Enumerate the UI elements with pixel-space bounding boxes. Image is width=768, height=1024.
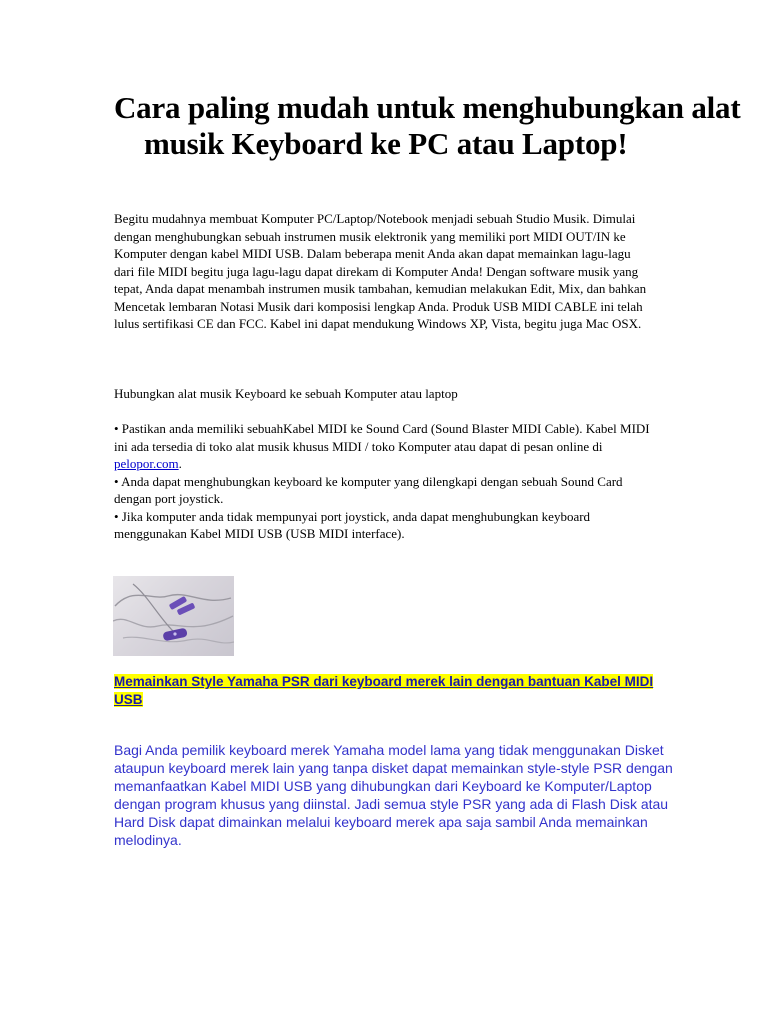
usb-midi-cable-photo — [113, 576, 234, 656]
cable-illustration — [113, 576, 234, 656]
yamaha-article-link[interactable]: Memainkan Style Yamaha PSR dari keyboard merek lain dengan bantuan Kabel MIDI USB — [114, 674, 654, 707]
bullet-item-usb: • Jika komputer anda tidak mempunyai port joystick, anda dapat menghubungkan keyboard menggunakan Kabel MIDI USB (USB MIDI interface). — [114, 508, 591, 541]
pelopor-link[interactable]: pelopor.com — [114, 456, 179, 471]
bullet-item-joystick: • Anda dapat menghubungkan keyboard ke komputer yang dilengkapi dengan sebuah Sound Card dengan port joystick. — [114, 473, 623, 506]
yamaha-description: Bagi Anda pemilik keyboard merek Yamaha model lama yang tidak menggunakan Disket ataupun keyboard merek lain yang tanpa disket dapat memainkan style-style PSR dengan memanfaatkan Kabel MIDI USB yang dihubungkan dari Keyboard ke Komputer/Laptop dengan program khusus yang diinstal. Jadi semua style PSR yang ada di Flash Disk atau Hard Disk dapat dimainkan melalui keyboard merek apa saja sambil Anda memainkan melodinya. — [114, 742, 673, 848]
yamaha-article-link-container — [114, 673, 654, 709]
intro-paragraph: Begitu mudahnya membuat Komputer PC/Laptop/Notebook menjadi sebuah Studio Musik. Dimulai dengan menghubungkan sebuah instrumen musik elektronik yang memiliki port MIDI OUT/IN ke Komputer dengan kabel MIDI USB. Dalam beberapa menit Anda akan dapat memainkan lagu-lagu dari file MIDI begitu juga lagu-lagu dapat direkam di Komputer Anda! Dengan software musik yang tepat, Anda dapat menambah instrumen musik tambahan, kemudian melakukan Edit, Mix, dan bahkan Mencetak lembaran Notasi Musik dari komposisi lengkap Anda. Produk USB MIDI CABLE ini telah lulus sertifikasi CE dan FCC. Kabel ini dapat mendukung Windows XP, Vista, begitu juga Mac OSX. — [114, 211, 647, 331]
page-title: Cara paling mudah untuk menghubungkan alat musik Keyboard ke PC atau Laptop! — [114, 90, 741, 161]
bullet-list — [114, 420, 654, 543]
connect-heading: Hubungkan alat musik Keyboard ke sebuah Komputer atau laptop — [114, 386, 458, 401]
bullet-end: . — [178, 456, 182, 471]
bullet-item-sound-card — [114, 420, 654, 473]
bullet-text: • Pastikan anda memiliki sebuahKabel MIDI ke Sound Card (Sound Blaster MIDI Cable). Kabel MIDI ini ada tersedia di toko alat musik khusus MIDI / toko Komputer atau dapat di pesan online di — [114, 421, 650, 454]
